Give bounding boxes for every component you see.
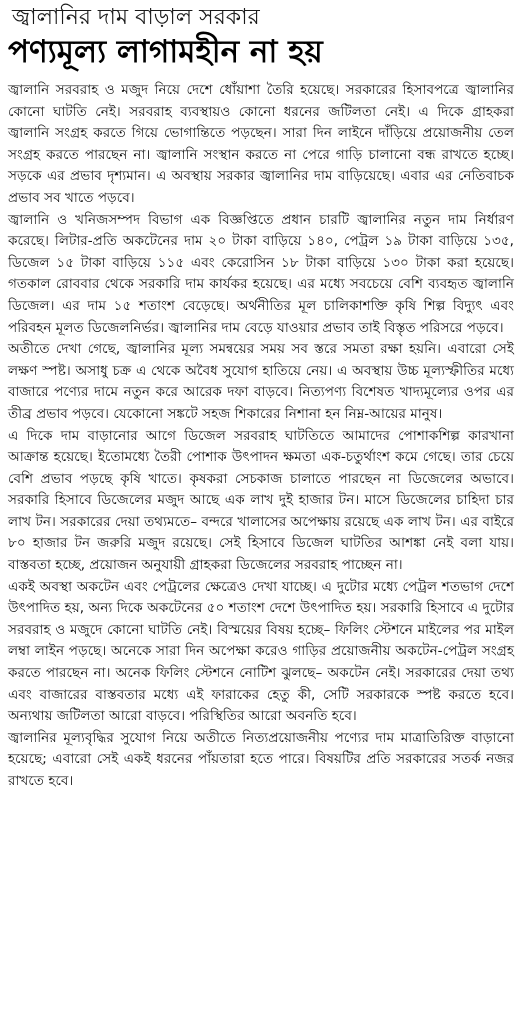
body-paragraph-5: একই অবস্থা অকটেন এবং পেট্রলের ক্ষেত্রেও দেখা যাচ্ছে। এ দুটোর মধ্যে পেট্রল শতভাগ দেশে উৎপাদিত হয়, অন্য দিকে অকটেনের ৫০ শতাংশ দেশে উৎপাদিত হয়। সরকারি হিসাবে এ দুটোর সরবরাহ ও মজুদে কোনো ঘাটতি নেই। বিস্ময়ের বিষয় হচ্ছে– ফিলিং স্টেশনে মাইলের পর মাইল লম্বা লাইন পড়ছে। অনেকে সারা দিন অপেক্ষা করেও গাড়ির প্রয়োজনীয় অকটেন-পেট্রল সংগ্রহ করতে পারছেন না। অনেক ফিলিং স্টেশনে নোটিশ ঝুলছে– অকটেন নেই। সরকারের দেয়া তথ্য এবং বাজারের বাস্তবতার মধ্যে এই ফারাকের হেতু কী, সেটি সরকারকে স্পষ্ট করতে হবে। অন্যথায় জটিলতা আরো বাড়বে। পরিস্থিতির আরো অবনতি হবে। [8, 578, 514, 725]
body-paragraph-6: জ্বালানির মূল্যবৃদ্ধির সুযোগ নিয়ে অতীতে নিত্যপ্রয়োজনীয় পণ্যের দাম মাত্রাতিরিক্ত বাড়ানো হয়েছে; এবারো সেই একই ধরনের পাঁয়তারা হতে পারে। বিষয়টির প্রতি সরকারের সতর্ক নজর রাখতে হবে। [8, 729, 514, 789]
article-body [8, 80, 514, 793]
body-paragraph-2: জ্বালানি ও খনিজসম্পদ বিভাগ এক বিজ্ঞপ্তিতে প্রধান চারটি জ্বালানির নতুন দাম নির্ধারণ করেছে। লিটার-প্রতি অকটেনের দাম ২০ টাকা বাড়িয়ে ১৪০, পেট্রল ১৯ টাকা বাড়িয়ে ১৩৫, ডিজেল ১৫ টাকা বাড়িয়ে ১১৫ এবং কেরোসিন ১৮ টাকা বাড়িয়ে ১৩০ টাকা করা হয়েছে। গতকাল রোববার থেকে সরকারি দাম কার্যকর হয়েছে। এর মধ্যে সবচেয়ে বেশি ব্যবহৃত জ্বালানি ডিজেল। এর দাম ১৫ শতাংশ বেড়েছে। অর্থনীতির মূল চালিকাশক্তি কৃষি শিল্প বিদ্যুৎ এবং পরিবহন মূলত ডিজেলনির্ভর। জ্বালানির দাম বেড়ে যাওয়ার প্রভাব তাই বিস্তৃত পরিসরে পড়বে। [8, 211, 514, 336]
article-headline: পণ্যমূল্য লাগামহীন না হয় [8, 34, 323, 70]
article-kicker: জ্বালানির দাম বাড়াল সরকার [12, 5, 260, 30]
body-paragraph-1: জ্বালানি সরবরাহ ও মজুদ নিয়ে দেশে ধোঁয়াশা তৈরি হয়েছে। সরকারের হিসাবপত্রে জ্বালানির কোনো ঘাটতি নেই। সরবরাহ ব্যবস্থায়ও কোনো ধরনের জটিলতা নেই। এ দিকে গ্রাহকরা জ্বালানি সংগ্রহ করতে গিয়ে ভোগান্তিতে পড়ছেন। সারা দিন লাইনে দাঁড়িয়ে প্রয়োজনীয় তেল সংগ্রহ করতে পারছেন না। জ্বালানি সংস্থান করতে না পেরে গাড়ি চালানো বন্ধ রাখতে হচ্ছে। সড়কে এর প্রভাব দৃশ্যমান। এ অবস্থায় সরকার জ্বালানির দাম বাড়িয়েছে। এবার এর নেতিবাচক প্রভাব সব খাতে পড়বে। [8, 82, 514, 206]
body-paragraph-4: এ দিকে দাম বাড়ানোর আগে ডিজেল সরবরাহ ঘাটতিতে আমাদের পোশাকশিল্প কারখানা আক্রান্ত হয়েছে। ইতোমধ্যে তৈরী পোশাক উৎপাদন ক্ষমতা এক-চতুর্থাংশ কমে গেছে। তার চেয়ে বেশি প্রভাব পড়ছে কৃষি খাতে। কৃষকরা সেচকাজ চালাতে পারছেন না ডিজেলের অভাবে। সরকারি হিসাবে ডিজেলের মজুদ আছে এক লাখ দুই হাজার টন। মাসে ডিজেলের চাহিদা চার লাখ টন। সরকারের দেয়া তথ্যমতে– বন্দরে খালাসের অপেক্ষায় রয়েছে এক লাখ টন। এর বাইরে ৮০ হাজার টন জরুরি মজুদ রয়েছে। সেই হিসাবে ডিজেল ঘাটতির আশঙ্কা নেই বলা যায়। বাস্তবতা হচ্ছে, প্রয়োজন অনুযায়ী গ্রাহকরা ডিজেলের সরবরাহ পাচ্ছেন না। [8, 427, 514, 574]
body-paragraph-3: অতীতে দেখা গেছে, জ্বালানির মূল্য সমন্বয়ের সময় সব স্তরে সমতা রক্ষা হয়নি। এবারো সেই লক্ষণ স্পষ্ট। অসাধু চক্র এ থেকে অবৈধ সুযোগ হাতিয়ে নেয়। এ অবস্থায় উচ্চ মূল্যস্ফীতির মধ্যে বাজারে পণ্যের দামে নতুন করে আরেক দফা বাড়বে। নিত্যপণ্য বিশেষত খাদ্যমূল্যের ওপর এর তীব্র প্রভাব পড়বে। যেকোনো সঙ্কটে সহজ শিকারের নিশানা হন নিম্ন-আয়ের মানুষ। [8, 341, 514, 422]
